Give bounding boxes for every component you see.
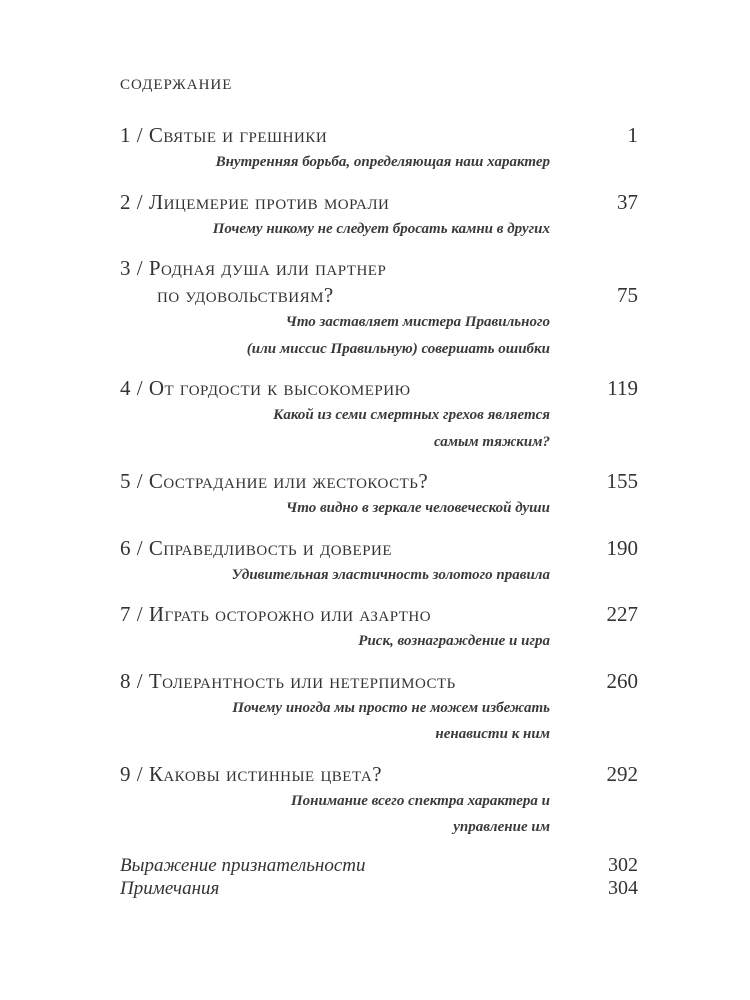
chapter-title-line: 1 / Святые и грешники	[120, 123, 328, 147]
toc-entry[interactable]	[120, 761, 638, 841]
chapter-title	[120, 468, 428, 495]
chapter-title	[120, 761, 382, 788]
chapter-number: 5	[120, 469, 131, 493]
toc-entry[interactable]	[120, 535, 638, 589]
entry-title-row	[120, 761, 638, 788]
toc-entry[interactable]	[120, 255, 638, 362]
chapter-title	[120, 122, 327, 149]
chapter-list	[120, 122, 638, 841]
chapter-title-text: Толерантность или нетерпимость	[148, 668, 456, 693]
page-number: 304	[608, 876, 638, 899]
chapter-title-line: 7 / Играть осторожно или азартно	[120, 602, 432, 626]
chapter-title-line: 2 / Лицемерие против морали	[120, 189, 390, 214]
chapter-title-text: Сострадание или жестокость?	[148, 469, 429, 493]
toc-heading: содержание	[120, 69, 233, 94]
chapter-title-line: 6 / Справедливость и доверие	[120, 535, 393, 560]
page-number: 119	[607, 376, 638, 400]
back-matter-entry[interactable]	[120, 877, 638, 900]
page-number: 227	[606, 602, 638, 626]
chapter-number: 4	[120, 376, 131, 400]
chapter-title-line: 4 / От гордости к высокомерию	[120, 376, 411, 400]
chapter-number: 2	[120, 189, 131, 214]
chapter-title	[120, 601, 431, 628]
page-number: 302	[608, 853, 638, 876]
page-number: 190	[606, 535, 638, 560]
chapter-subtitle: Что видно в зеркале человеческой души	[286, 500, 550, 516]
chapter-number: 9	[120, 761, 131, 786]
page-number: 292	[606, 761, 638, 786]
chapter-title	[120, 535, 392, 562]
entry-title-row	[120, 668, 638, 695]
chapter-title-text: Лицемерие против морали	[148, 189, 390, 214]
chapter-title	[120, 375, 411, 402]
chapter-title	[120, 668, 456, 695]
chapter-subtitle: Почему никому не следует бросать камни в других	[212, 220, 550, 237]
chapter-title-line: 3 / Родная душа или партнер	[120, 256, 387, 280]
page-number: 37	[617, 189, 638, 214]
chapter-number: 8	[120, 668, 131, 693]
chapter-subtitle: Какой из семи смертных грехов является	[273, 407, 550, 423]
page-number: 155	[606, 469, 638, 493]
page-number: 1	[627, 123, 638, 147]
chapter-subtitle: Понимание всего спектра характера и	[290, 792, 550, 809]
chapter-subtitle: (или миссис Правильную) совершать ошибки	[246, 340, 550, 357]
entry-title-row	[120, 189, 638, 216]
toc-entry[interactable]	[120, 122, 638, 176]
toc-entry[interactable]	[120, 468, 638, 522]
toc-entry[interactable]	[120, 668, 638, 748]
chapter-subtitle: Риск, вознаграждение и игра	[358, 633, 550, 649]
back-matter-title: Выражение признательности	[120, 854, 366, 876]
chapter-subtitle: самым тяжким?	[433, 433, 550, 450]
chapter-number: 7	[120, 602, 131, 626]
entry-title-row	[120, 255, 638, 309]
entry-title-row	[120, 122, 638, 149]
chapter-title	[120, 255, 386, 309]
toc-entry[interactable]	[120, 601, 638, 655]
toc-entry[interactable]	[120, 375, 638, 455]
chapter-title	[120, 189, 389, 216]
page-number: 260	[606, 668, 638, 693]
chapter-subtitle: Удивительная эластичность золотого правила	[231, 566, 550, 583]
chapter-subtitle: Что заставляет мистера Правильного	[285, 314, 550, 330]
chapter-subtitle: Внутренняя борьба, определяющая наш характер	[215, 154, 550, 170]
chapter-title-line: 8 / Толерантность или нетерпимость	[120, 668, 456, 693]
back-matter-title: Примечания	[120, 877, 220, 899]
chapter-title-text: Справедливость и доверие	[148, 535, 393, 560]
chapter-number: 3	[120, 256, 131, 280]
toc-entry[interactable]	[120, 189, 638, 243]
chapter-title-line: 5 / Сострадание или жестокость?	[120, 469, 429, 493]
chapter-title-line: по удовольствиям?	[157, 283, 334, 307]
entry-title-row	[120, 601, 638, 628]
back-matter-entry[interactable]	[120, 854, 638, 877]
chapter-number: 1	[120, 123, 131, 147]
entry-title-row	[120, 468, 638, 495]
chapter-subtitle: управление им	[453, 819, 550, 835]
chapter-title-text: От гордости к высокомерию	[148, 376, 411, 400]
page-number: 75	[617, 283, 638, 307]
back-matter-list	[120, 854, 638, 900]
chapter-subtitle: ненависти к ним	[435, 726, 550, 742]
chapter-subtitle: Почему иногда мы просто не можем избежать	[232, 699, 550, 716]
chapter-title-text: Святые и грешники	[148, 123, 328, 147]
chapter-title-text: Родная душа или партнер	[148, 256, 387, 280]
entry-title-row	[120, 375, 638, 402]
chapter-title-line: 9 / Каковы истинные цвета?	[120, 761, 383, 786]
entry-title-row	[120, 535, 638, 562]
chapter-title-text: Каковы истинные цвета?	[148, 761, 383, 786]
table-of-contents	[120, 67, 638, 900]
chapter-title-text: Играть осторожно или азартно	[148, 602, 432, 626]
chapter-number: 6	[120, 535, 131, 560]
